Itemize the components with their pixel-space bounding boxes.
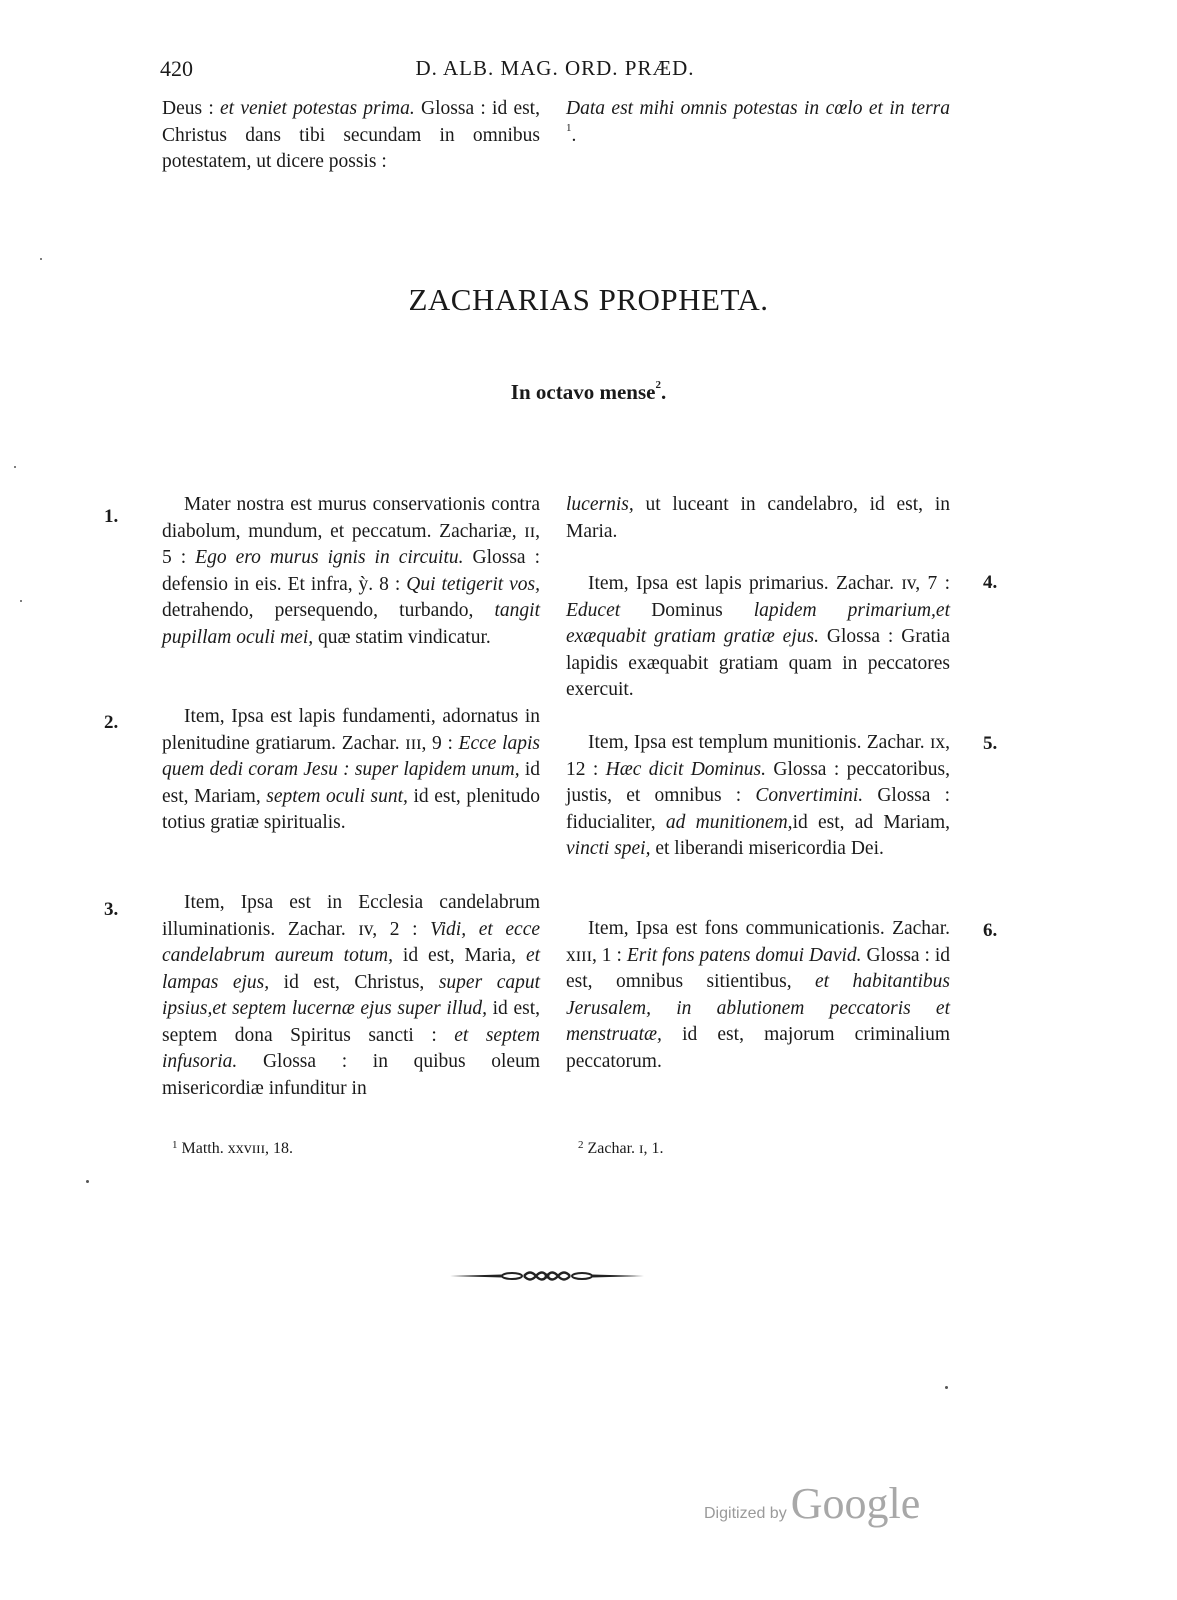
paragraph-number-4: 4. [983, 572, 998, 593]
paragraph-number-3: 3. [104, 899, 119, 920]
paragraph-number-2: 2. [104, 712, 119, 733]
page-header [160, 56, 950, 86]
paragraph-2: Item, Ipsa est lapis fundamenti, adornatus in plenitudine gratiarum. Zachar. ɪɪɪ, 9 : Ecce lapis quem dedi coram Jesu : super lapidem unum, id est, Mariam, septem oculi sunt, id est, plenitudo totius gratiæ spiritualis. [162, 706, 541, 833]
paragraph-number-6: 6. [983, 920, 998, 941]
section-title: ZACHARIAS PROPHETA. [408, 282, 769, 317]
page-number: 420 [160, 56, 193, 81]
paragraph-5: Item, Ipsa est templum munitionis. Zachar. ɪx, 12 : Hæc dicit Dominus. Glossa : peccatoribus, justis, et omnibus : Convertimini. Glossa : fiducialiter, ad munitionem,id est, ad Mariam, vincti spei, et liberandi misericordia Dei. [566, 732, 950, 859]
paragraph-number-1: 1. [104, 506, 119, 527]
google-logo: Google [790, 1479, 921, 1528]
scan-speck [40, 258, 42, 260]
paragraph-3-continued: lucernis, ut luceant in candelabro, id est, in Maria. [566, 494, 950, 542]
top-right-text: Data est mihi omnis potestas in cœlo et in terra $^1$. [566, 98, 950, 146]
top-left-text: Deus : et veniet potestas prima. Glossa : id est, Christus dans tibi secundam in omnibus potestatem, ut dicere possis : [162, 98, 540, 172]
running-title: D. ALB. MAG. ORD. PRÆD. [415, 56, 695, 80]
paragraph-3: Item, Ipsa est in Ecclesia candelabrum illuminationis. Zachar. ɪv, 2 : Vidi, et ecce candelabrum aureum totum, id est, Maria, et lampas ejus, id est, Christus, super caput ipsius,et septem lucernæ ejus super illud, id est, septem dona Spiritus sancti : et septem infusoria. Glossa : in quibus oleum misericordiæ infunditur in [162, 892, 541, 1099]
section-subtitle: In octavo mense$^2$. [510, 379, 667, 404]
scan-speck [86, 1180, 89, 1183]
scan-speck [945, 1386, 948, 1389]
paragraph-6: Item, Ipsa est fons communicationis. Zachar. xɪɪɪ, 1 : Erit fons patens domui David. Glossa : id est, omnibus sitientibus, et habitantibus Jerusalem, in ablutionem peccatoris et menstruatæ, id est, majorum criminalium peccatorum. [566, 918, 951, 1072]
digitized-watermark [704, 1478, 920, 1529]
paragraph-1: Mater nostra est murus conservationis contra diabolum, mundum, et peccatum. Zachariæ, ɪɪ, 5 : Ego ero murus ignis in circuitu. Glossa : defensio in eis. Et infra, ỳ. 8 : Qui tetigerit vos, detrahendo, persequendo, turbando, tangit pupillam oculi mei, quæ statim vindicatur. [162, 494, 541, 648]
footnote-2: $^2$ Zachar. ɪ, 1. [578, 1139, 664, 1157]
scan-speck [14, 466, 16, 468]
paragraph-4: Item, Ipsa est lapis primarius. Zachar. ɪv, 7 : Educet Dominus lapidem primarium,et exæquabit gratiam gratiæ ejus. Glossa : Gratia lapidis exæquabit gratiam quam in peccatores exercuit. [566, 573, 950, 700]
footnote-1: $^1$ Matth. xxvɪɪɪ, 18. [172, 1139, 294, 1157]
ornament-divider-icon [450, 1268, 644, 1284]
scan-speck [20, 600, 22, 602]
paragraph-number-5: 5. [983, 733, 998, 754]
digitized-label: Digitized by [704, 1505, 787, 1522]
